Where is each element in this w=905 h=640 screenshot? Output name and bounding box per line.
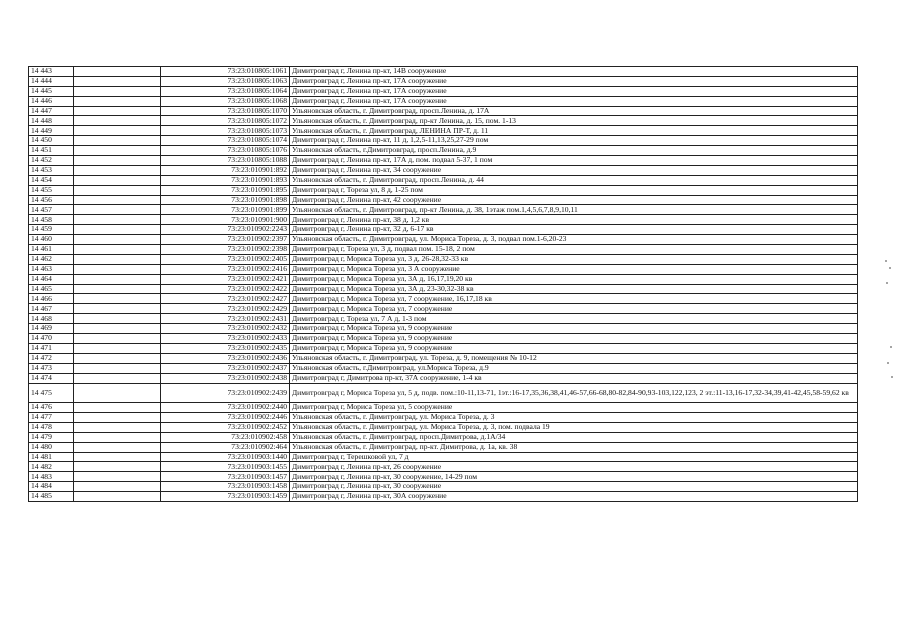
row-number-cell: 14 453 bbox=[29, 165, 74, 175]
table-row bbox=[29, 96, 858, 106]
row-number-cell: 14 460 bbox=[29, 235, 74, 245]
empty-cell bbox=[74, 294, 161, 304]
table-row bbox=[29, 195, 858, 205]
empty-cell bbox=[74, 353, 161, 363]
table-row bbox=[29, 304, 858, 314]
address-cell: Димитровград г, Тореза ул, 3 д, подвал пом. 15-18, 2 пом bbox=[290, 245, 858, 255]
address-cell: Димитровград г, Ленина пр-кт, 32 д, 6-17 кв bbox=[290, 225, 858, 235]
cadastral-number-cell: 73:23:010901:893 bbox=[161, 175, 290, 185]
address-cell: Димитровград г, Мориса Тореза ул, 5 сооружение bbox=[290, 403, 858, 413]
address-cell: Димитровград г, Ленина пр-кт, 17А сооружение bbox=[290, 96, 858, 106]
cadastral-number-cell: 73:23:010903:1455 bbox=[161, 462, 290, 472]
table-row bbox=[29, 146, 858, 156]
row-number-cell: 14 485 bbox=[29, 492, 74, 502]
row-number-cell: 14 480 bbox=[29, 442, 74, 452]
empty-cell bbox=[74, 156, 161, 166]
row-number-cell: 14 464 bbox=[29, 274, 74, 284]
cadastral-number-cell: 73:23:010903:1440 bbox=[161, 452, 290, 462]
empty-cell bbox=[74, 442, 161, 452]
cadastral-number-cell: 73:23:010902:2416 bbox=[161, 264, 290, 274]
table-row bbox=[29, 136, 858, 146]
address-cell: Димитровград г, Ленина пр-кт, 34 сооружение bbox=[290, 165, 858, 175]
table-row bbox=[29, 165, 858, 175]
empty-cell bbox=[74, 412, 161, 422]
cadastral-number-cell: 73:23:010805:1061 bbox=[161, 67, 290, 77]
empty-cell bbox=[74, 343, 161, 353]
address-cell: Димитровград г, Димитрова пр-кт, 37А сооружение, 1-4 кв bbox=[290, 373, 858, 383]
table-row bbox=[29, 254, 858, 264]
empty-cell bbox=[74, 116, 161, 126]
table-row bbox=[29, 383, 858, 403]
address-cell: Димитровград г, Ленина пр-кт, 26 сооружение bbox=[290, 462, 858, 472]
cadastral-number-cell: 73:23:010805:1074 bbox=[161, 136, 290, 146]
table-row bbox=[29, 442, 858, 452]
table-row bbox=[29, 482, 858, 492]
table-row bbox=[29, 185, 858, 195]
row-number-cell: 14 479 bbox=[29, 432, 74, 442]
empty-cell bbox=[74, 264, 161, 274]
cadastral-number-cell: 73:23:010805:1088 bbox=[161, 156, 290, 166]
row-number-cell: 14 465 bbox=[29, 284, 74, 294]
address-cell: Димитровград г, Ленина пр-кт, 30 сооружение, 14-29 пом bbox=[290, 472, 858, 482]
empty-cell bbox=[74, 136, 161, 146]
row-number-cell: 14 456 bbox=[29, 195, 74, 205]
empty-cell bbox=[74, 254, 161, 264]
cadastral-number-cell: 73:23:010902:2405 bbox=[161, 254, 290, 264]
empty-cell bbox=[74, 314, 161, 324]
address-cell: Димитровград г, Ленина пр-кт, 11 д, 1,2,5-11,13,25,27-29 пом bbox=[290, 136, 858, 146]
registry-table bbox=[28, 66, 858, 502]
empty-cell bbox=[74, 205, 161, 215]
cadastral-number-cell: 73:23:010902:2435 bbox=[161, 343, 290, 353]
table-row bbox=[29, 284, 858, 294]
row-number-cell: 14 463 bbox=[29, 264, 74, 274]
cadastral-number-cell: 73:23:010902:2421 bbox=[161, 274, 290, 284]
empty-cell bbox=[74, 86, 161, 96]
cadastral-number-cell: 73:23:010902:2438 bbox=[161, 373, 290, 383]
row-number-cell: 14 449 bbox=[29, 126, 74, 136]
row-number-cell: 14 467 bbox=[29, 304, 74, 314]
row-number-cell: 14 481 bbox=[29, 452, 74, 462]
row-number-cell: 14 469 bbox=[29, 324, 74, 334]
table-row bbox=[29, 492, 858, 502]
table-row bbox=[29, 86, 858, 96]
address-cell: Ульяновская область, г. Димитровград, просп.Димитрова, д.1А/34 bbox=[290, 432, 858, 442]
cadastral-number-cell: 73:23:010805:1068 bbox=[161, 96, 290, 106]
empty-cell bbox=[74, 432, 161, 442]
address-cell: Димитровград г, Мориса Тореза ул, 9 сооружение bbox=[290, 334, 858, 344]
cadastral-number-cell: 73:23:010805:1070 bbox=[161, 106, 290, 116]
address-cell: Ульяновская область, г. Димитровград, просп.Ленина, д. 44 bbox=[290, 175, 858, 185]
row-number-cell: 14 452 bbox=[29, 156, 74, 166]
empty-cell bbox=[74, 165, 161, 175]
empty-cell bbox=[74, 452, 161, 462]
row-number-cell: 14 451 bbox=[29, 146, 74, 156]
address-cell: Димитровград г, Ленина пр-кт, 17А сооружение bbox=[290, 76, 858, 86]
table-row bbox=[29, 235, 858, 245]
cadastral-number-cell: 73:23:010902:2446 bbox=[161, 412, 290, 422]
address-cell: Димитровград г, Ленина пр-кт, 17А д, пом. подвал 5-37, 1 пом bbox=[290, 156, 858, 166]
address-cell: Димитровград г, Тореза ул, 8 д, 1-25 пом bbox=[290, 185, 858, 195]
empty-cell bbox=[74, 403, 161, 413]
empty-cell bbox=[74, 76, 161, 86]
cadastral-number-cell: 73:23:010902:2427 bbox=[161, 294, 290, 304]
table-row bbox=[29, 67, 858, 77]
table-row bbox=[29, 116, 858, 126]
empty-cell bbox=[74, 126, 161, 136]
address-cell: Ульяновская область, г.Димитровград, просп.Ленина, д.9 bbox=[290, 146, 858, 156]
cadastral-number-cell: 73:23:010902:2398 bbox=[161, 245, 290, 255]
address-cell: Ульяновская область, г. Димитровград, просп.Ленина, д. 17А bbox=[290, 106, 858, 116]
table-row bbox=[29, 373, 858, 383]
cadastral-number-cell: 73:23:010902:2452 bbox=[161, 422, 290, 432]
cadastral-number-cell: 73:23:010903:1458 bbox=[161, 482, 290, 492]
table-row bbox=[29, 403, 858, 413]
row-number-cell: 14 455 bbox=[29, 185, 74, 195]
cadastral-number-cell: 73:23:010902:2432 bbox=[161, 324, 290, 334]
table-row bbox=[29, 225, 858, 235]
empty-cell bbox=[74, 482, 161, 492]
table-row bbox=[29, 76, 858, 86]
cadastral-number-cell: 73:23:010902:2243 bbox=[161, 225, 290, 235]
table-row bbox=[29, 274, 858, 284]
empty-cell bbox=[74, 185, 161, 195]
row-number-cell: 14 457 bbox=[29, 205, 74, 215]
address-cell: Димитровград г, Мориса Тореза ул, 7 сооружение bbox=[290, 304, 858, 314]
empty-cell bbox=[74, 195, 161, 205]
row-number-cell: 14 475 bbox=[29, 383, 74, 403]
address-cell: Димитровград г, Ленина пр-кт, 17А сооружение bbox=[290, 86, 858, 96]
row-number-cell: 14 443 bbox=[29, 67, 74, 77]
empty-cell bbox=[74, 492, 161, 502]
row-number-cell: 14 461 bbox=[29, 245, 74, 255]
table-row bbox=[29, 324, 858, 334]
row-number-cell: 14 476 bbox=[29, 403, 74, 413]
row-number-cell: 14 472 bbox=[29, 353, 74, 363]
cadastral-number-cell: 73:23:010901:900 bbox=[161, 215, 290, 225]
cadastral-number-cell: 73:23:010901:895 bbox=[161, 185, 290, 195]
address-cell: Ульяновская область, г. Димитровград, ул. Мориса Тореза, д. 3, пом. подвала 19 bbox=[290, 422, 858, 432]
table-row bbox=[29, 412, 858, 422]
empty-cell bbox=[74, 225, 161, 235]
table-row bbox=[29, 264, 858, 274]
empty-cell bbox=[74, 215, 161, 225]
cadastral-number-cell: 73:23:010902:2437 bbox=[161, 363, 290, 373]
cadastral-number-cell: 73:23:010902:2422 bbox=[161, 284, 290, 294]
cadastral-number-cell: 73:23:010805:1063 bbox=[161, 76, 290, 86]
address-cell: Ульяновская область, г. Димитровград, ул. Мориса Тореза, д. 3 bbox=[290, 412, 858, 422]
address-cell: Димитровград г, Мориса Тореза ул, 9 сооружение bbox=[290, 343, 858, 353]
row-number-cell: 14 468 bbox=[29, 314, 74, 324]
table-row bbox=[29, 422, 858, 432]
empty-cell bbox=[74, 334, 161, 344]
table-row bbox=[29, 106, 858, 116]
row-number-cell: 14 450 bbox=[29, 136, 74, 146]
address-cell: Ульяновская область, г.Димитровград, ул.Мориса Тореза, д.9 bbox=[290, 363, 858, 373]
row-number-cell: 14 466 bbox=[29, 294, 74, 304]
row-number-cell: 14 484 bbox=[29, 482, 74, 492]
address-cell: Димитровград г, Ленина пр-кт, 38 д, 1,2 кв bbox=[290, 215, 858, 225]
cadastral-number-cell: 73:23:010805:1064 bbox=[161, 86, 290, 96]
address-cell: Димитровград г, Мориса Тореза ул, 3 д, 26-28,32-33 кв bbox=[290, 254, 858, 264]
empty-cell bbox=[74, 324, 161, 334]
address-cell: Димитровград г, Мориса Тореза ул, 7 сооружение, 16,17,18 кв bbox=[290, 294, 858, 304]
table-row bbox=[29, 343, 858, 353]
cadastral-number-cell: 73:23:010901:898 bbox=[161, 195, 290, 205]
address-cell: Ульяновская область, г. Димитровград, ул. Мориса Тореза, д. 3, подвал пом.1-6,20-23 bbox=[290, 235, 858, 245]
row-number-cell: 14 483 bbox=[29, 472, 74, 482]
cadastral-number-cell: 73:23:010902:2433 bbox=[161, 334, 290, 344]
row-number-cell: 14 446 bbox=[29, 96, 74, 106]
address-cell: Димитровград г, Терешковой ул, 7 д bbox=[290, 452, 858, 462]
table-row bbox=[29, 156, 858, 166]
table-row bbox=[29, 432, 858, 442]
row-number-cell: 14 444 bbox=[29, 76, 74, 86]
table-row bbox=[29, 294, 858, 304]
row-number-cell: 14 454 bbox=[29, 175, 74, 185]
table-row bbox=[29, 215, 858, 225]
cadastral-number-cell: 73:23:010902:2440 bbox=[161, 403, 290, 413]
empty-cell bbox=[74, 245, 161, 255]
empty-cell bbox=[74, 235, 161, 245]
empty-cell bbox=[74, 96, 161, 106]
table-row bbox=[29, 245, 858, 255]
address-cell: Ульяновская область, г. Димитровград, пр-кт. Димитрова, д. 1а, кв. 38 bbox=[290, 442, 858, 452]
empty-cell bbox=[74, 67, 161, 77]
empty-cell bbox=[74, 284, 161, 294]
cadastral-number-cell: 73:23:010901:892 bbox=[161, 165, 290, 175]
cadastral-number-cell: 73:23:010902:458 bbox=[161, 432, 290, 442]
row-number-cell: 14 448 bbox=[29, 116, 74, 126]
scan-marks bbox=[882, 258, 896, 398]
address-cell: Димитровград г, Ленина пр-кт, 30 сооружение bbox=[290, 482, 858, 492]
cadastral-number-cell: 73:23:010805:1073 bbox=[161, 126, 290, 136]
address-cell: Димитровград г, Ленина пр-кт, 30А сооружение bbox=[290, 492, 858, 502]
row-number-cell: 14 471 bbox=[29, 343, 74, 353]
address-cell: Димитровград г, Мориса Тореза ул, 5 д, подв. пом.:10-11,13-71, 1эт.:16-17,35,36,38,41,46-57,66-68,80-82,84-90,93-103,122,123, 2 эт.:11-13,16-17,32-34,39,41-42,45,58-59,62 кв bbox=[290, 383, 858, 403]
row-number-cell: 14 459 bbox=[29, 225, 74, 235]
row-number-cell: 14 458 bbox=[29, 215, 74, 225]
address-cell: Димитровград г, Мориса Тореза ул, 3 А сооружение bbox=[290, 264, 858, 274]
cadastral-number-cell: 73:23:010902:2436 bbox=[161, 353, 290, 363]
cadastral-number-cell: 73:23:010903:1459 bbox=[161, 492, 290, 502]
cadastral-number-cell: 73:23:010902:2439 bbox=[161, 383, 290, 403]
table-row bbox=[29, 314, 858, 324]
table-row bbox=[29, 353, 858, 363]
row-number-cell: 14 447 bbox=[29, 106, 74, 116]
address-cell: Димитровград г, Ленина пр-кт, 14В сооружение bbox=[290, 67, 858, 77]
cadastral-number-cell: 73:23:010805:1076 bbox=[161, 146, 290, 156]
empty-cell bbox=[74, 422, 161, 432]
empty-cell bbox=[74, 373, 161, 383]
address-cell: Димитровград г, Мориса Тореза ул, 3А д, 23-30,32-38 кв bbox=[290, 284, 858, 294]
empty-cell bbox=[74, 106, 161, 116]
row-number-cell: 14 462 bbox=[29, 254, 74, 264]
table-row bbox=[29, 175, 858, 185]
table-row bbox=[29, 334, 858, 344]
empty-cell bbox=[74, 363, 161, 373]
registry-table-body bbox=[29, 67, 858, 502]
cadastral-number-cell: 73:23:010902:464 bbox=[161, 442, 290, 452]
table-row bbox=[29, 126, 858, 136]
empty-cell bbox=[74, 146, 161, 156]
empty-cell bbox=[74, 462, 161, 472]
address-cell: Ульяновская область, г. Димитровград, пр-кт Ленина, д. 38, 1этаж пом.1,4,5,6,7,8,9,10,11 bbox=[290, 205, 858, 215]
empty-cell bbox=[74, 175, 161, 185]
address-cell: Димитровград г, Мориса Тореза ул, 3А д, 16,17,19,20 кв bbox=[290, 274, 858, 284]
address-cell: Димитровград г, Ленина пр-кт, 42 сооружение bbox=[290, 195, 858, 205]
row-number-cell: 14 470 bbox=[29, 334, 74, 344]
address-cell: Димитровград г, Тореза ул, 7 А д, 1-3 пом bbox=[290, 314, 858, 324]
cadastral-number-cell: 73:23:010902:2397 bbox=[161, 235, 290, 245]
empty-cell bbox=[74, 304, 161, 314]
registry-page bbox=[28, 66, 858, 502]
table-row bbox=[29, 472, 858, 482]
cadastral-number-cell: 73:23:010901:899 bbox=[161, 205, 290, 215]
empty-cell bbox=[74, 274, 161, 284]
row-number-cell: 14 473 bbox=[29, 363, 74, 373]
address-cell: Ульяновская область, г. Димитровград, пр-кт Ленина, д. 15, пом. 1-13 bbox=[290, 116, 858, 126]
table-row bbox=[29, 462, 858, 472]
cadastral-number-cell: 73:23:010902:2429 bbox=[161, 304, 290, 314]
table-row bbox=[29, 363, 858, 373]
cadastral-number-cell: 73:23:010903:1457 bbox=[161, 472, 290, 482]
cadastral-number-cell: 73:23:010902:2431 bbox=[161, 314, 290, 324]
address-cell: Ульяновская область, г. Димитровград, ЛЕНИНА ПР-Т, д. 11 bbox=[290, 126, 858, 136]
empty-cell bbox=[74, 383, 161, 403]
address-cell: Ульяновская область, г. Димитровград, ул. Тореза, д. 9, помещения № 10-12 bbox=[290, 353, 858, 363]
address-cell: Димитровград г, Мориса Тореза ул, 9 сооружение bbox=[290, 324, 858, 334]
row-number-cell: 14 482 bbox=[29, 462, 74, 472]
cadastral-number-cell: 73:23:010805:1072 bbox=[161, 116, 290, 126]
table-row bbox=[29, 452, 858, 462]
row-number-cell: 14 445 bbox=[29, 86, 74, 96]
row-number-cell: 14 478 bbox=[29, 422, 74, 432]
row-number-cell: 14 477 bbox=[29, 412, 74, 422]
empty-cell bbox=[74, 472, 161, 482]
row-number-cell: 14 474 bbox=[29, 373, 74, 383]
table-row bbox=[29, 205, 858, 215]
